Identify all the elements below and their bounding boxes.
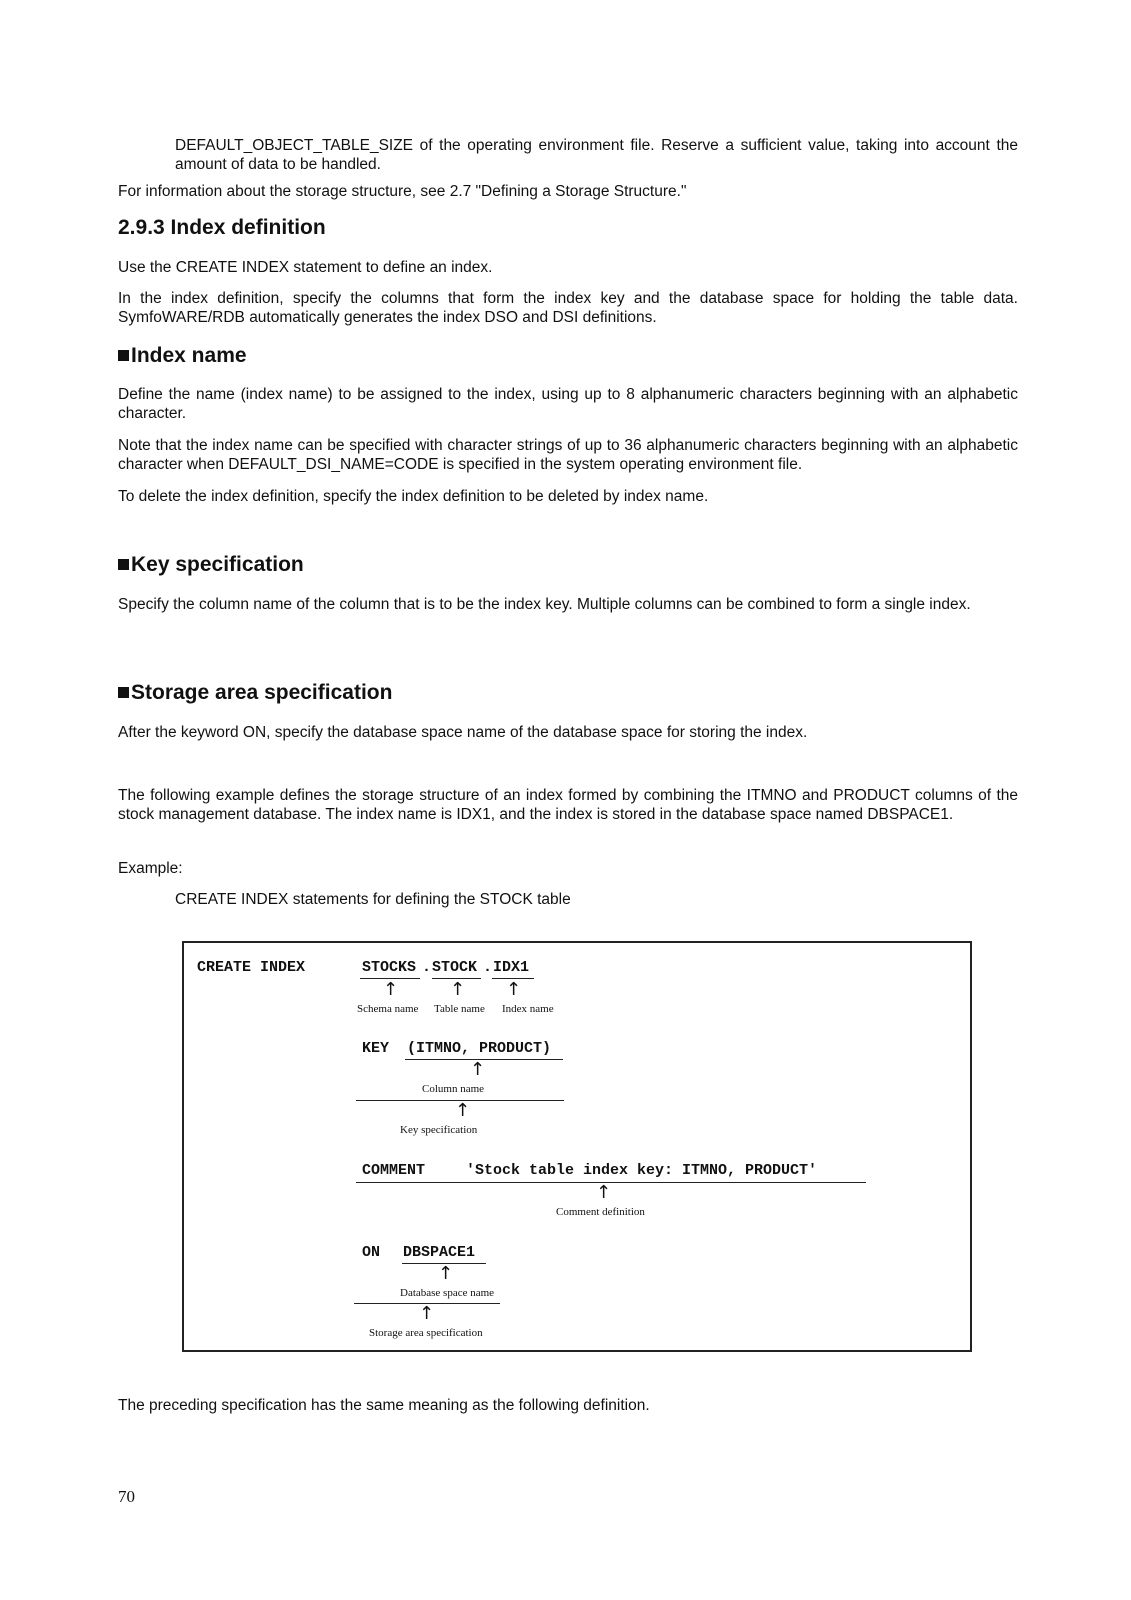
paragraph: Use the CREATE INDEX statement to define an index.	[118, 259, 493, 276]
paragraph: Example:	[118, 860, 183, 877]
dot: .	[483, 959, 493, 976]
black-square-icon	[118, 687, 129, 698]
dot: .	[422, 959, 432, 976]
paragraph: The following example defines the storage structure of an index formed by combining the ITMNO and PRODUCT columns of the stock management database. The index name is IDX1, and the index is stored in the database space named DBSPACE1.	[118, 787, 1018, 823]
arrow-up-icon: ↑	[419, 1303, 435, 1324]
arrow-up-icon: ↑	[506, 979, 522, 1000]
paragraph: In the index definition, specify the columns that form the index key and the database space for holding the table data. SymfoWARE/RDB automatically generates the index DSO and DSI definitions.	[118, 290, 1018, 326]
black-square-icon	[118, 350, 129, 361]
arrow-up-icon: ↑	[383, 979, 399, 1000]
arrow-up-icon: ↑	[596, 1182, 612, 1203]
arrow-up-icon: ↑	[470, 1059, 486, 1080]
key-clause: KEY (ITMNO, PRODUCT)	[362, 1040, 552, 1057]
subheading-storage-spec	[118, 681, 392, 705]
arrow-up-icon: ↑	[450, 979, 466, 1000]
section-heading: 2.9.3 Index definition	[118, 216, 326, 239]
dbspace-name: DBSPACE1	[403, 1244, 476, 1261]
paragraph: Note that the index name can be specified with character strings of up to 36 alphanumeric characters beginning with an alphabetic character when DEFAULT_DSI_NAME=CODE is specified in the system operating environment file.	[118, 437, 1018, 473]
on-keyword: ON	[362, 1244, 381, 1261]
subheading-text: Storage area specification	[131, 681, 393, 704]
comment-keyword: COMMENT	[362, 1162, 426, 1179]
sql-figure	[182, 941, 972, 1352]
paragraph: For information about the storage structure, see 2.7 "Defining a Storage Structure."	[118, 183, 687, 200]
page-number: 70	[118, 1487, 135, 1506]
paragraph: Define the name (index name) to be assigned to the index, using up to 8 alphanumeric characters beginning with an alphabetic character.	[118, 386, 1018, 422]
caption: Column name	[422, 1083, 485, 1095]
table-name: STOCK	[432, 959, 478, 976]
underline	[356, 1182, 866, 1183]
paragraph: Specify the column name of the column that is to be the index key. Multiple columns can be combined to form a single index.	[118, 596, 971, 613]
caption: Schema name	[357, 1003, 419, 1015]
paragraph: The preceding specification has the same meaning as the following definition.	[118, 1397, 650, 1414]
paragraph: After the keyword ON, specify the database space name of the database space for storing the index.	[118, 724, 808, 741]
subheading-index-name	[118, 344, 247, 368]
comment-text: 'Stock table index key: ITMNO, PRODUCT'	[466, 1162, 818, 1179]
subheading-text: Key specification	[131, 553, 304, 576]
caption: Storage area specification	[369, 1327, 483, 1339]
paragraph: CREATE INDEX statements for defining the STOCK table	[175, 891, 571, 908]
schema-name: STOCKS	[362, 959, 417, 976]
arrow-up-icon: ↑	[438, 1263, 454, 1284]
paragraph: DEFAULT_OBJECT_TABLE_SIZE of the operating environment file. Reserve a sufficient value, taking into account the amount of data to be handled.	[175, 137, 1018, 173]
paragraph: To delete the index definition, specify the index definition to be deleted by index name.	[118, 488, 709, 505]
subheading-text: Index name	[131, 344, 247, 367]
caption: Comment definition	[556, 1206, 645, 1218]
subheading-key-spec	[118, 553, 304, 577]
caption: Database space name	[400, 1287, 495, 1299]
black-square-icon	[118, 559, 129, 570]
arrow-up-icon: ↑	[455, 1100, 471, 1121]
create-index-keyword: CREATE INDEX	[197, 959, 306, 976]
caption: Index name	[502, 1003, 554, 1015]
caption: Table name	[434, 1003, 485, 1015]
caption: Key specification	[400, 1124, 478, 1136]
index-name: IDX1	[493, 959, 530, 976]
